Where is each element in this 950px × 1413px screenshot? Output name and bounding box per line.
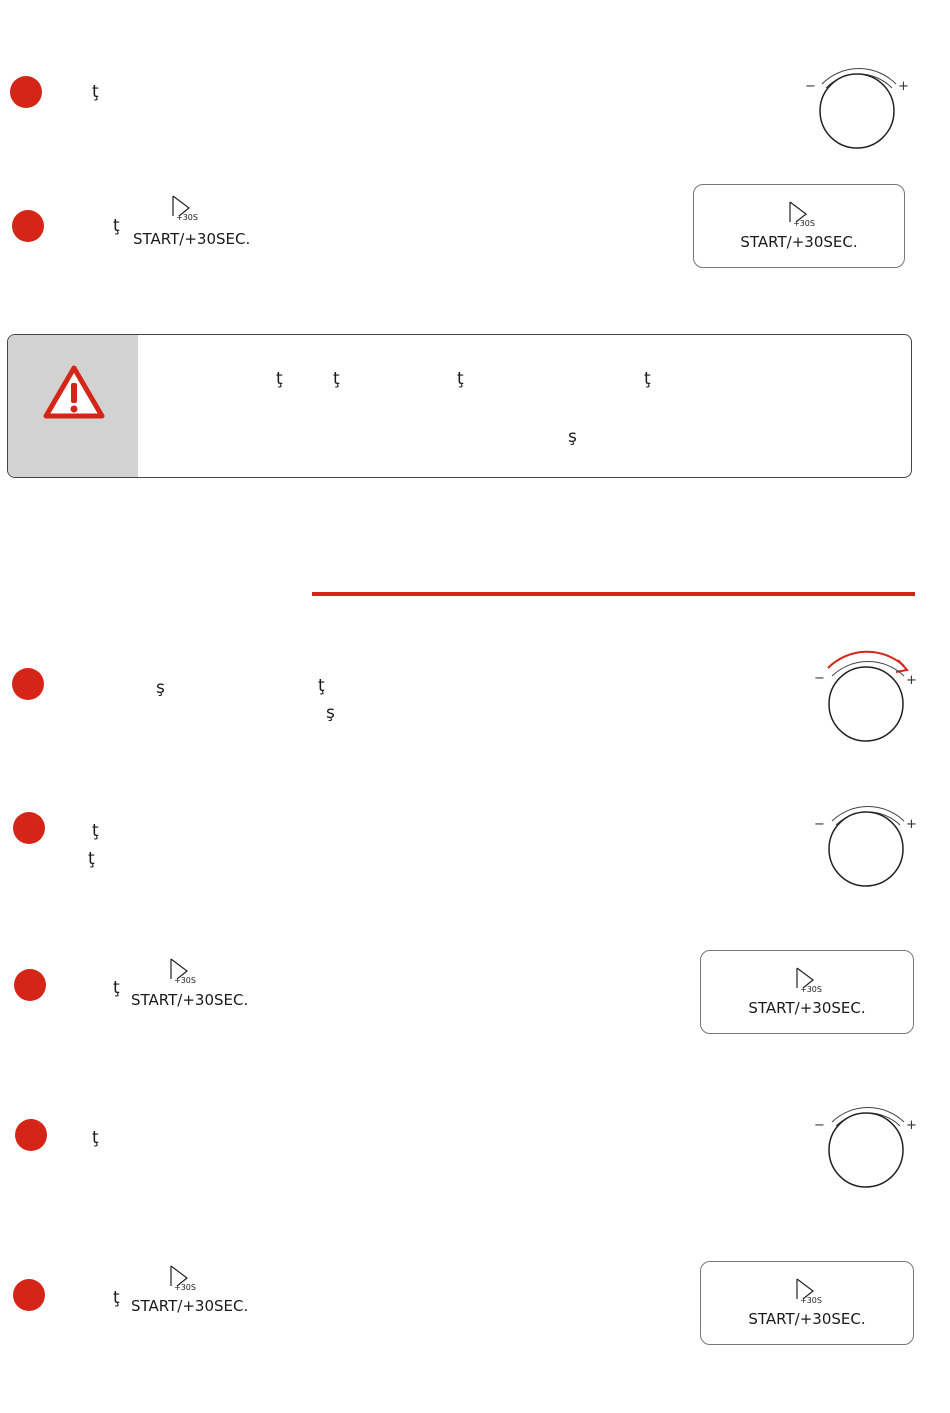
warning-text: ţ: [644, 369, 651, 389]
start-30sec-button[interactable]: [700, 950, 914, 1034]
step-bullet: [12, 668, 44, 700]
warning-text: ş: [568, 427, 577, 447]
start-play-icon: [169, 957, 201, 985]
control-knob-rotating[interactable]: [812, 646, 922, 744]
knob-minus-label: −: [805, 79, 816, 94]
warning-box: [7, 334, 912, 478]
start-30sec-button[interactable]: [693, 184, 905, 268]
step-bullet: [12, 210, 44, 242]
knob-dial: [829, 812, 903, 886]
step-bullet: [15, 1119, 47, 1151]
svg-text:+30S: +30S: [800, 985, 822, 994]
warning-text: ţ: [457, 369, 464, 389]
rotation-arrow-icon: [828, 652, 904, 668]
step-text: ş: [326, 703, 335, 723]
step-text: ţ: [113, 1288, 120, 1308]
section-divider: [312, 592, 915, 596]
step-text: ţ: [113, 216, 120, 236]
step-text: ţ: [92, 82, 99, 102]
step-text: ş: [156, 678, 165, 698]
knob-dial: [829, 1113, 903, 1187]
start-30sec-button[interactable]: [700, 1261, 914, 1345]
step-bullet: [10, 76, 42, 108]
svg-text:+30S: +30S: [174, 1283, 196, 1292]
start-play-icon: [795, 1277, 827, 1305]
warning-text: ţ: [276, 369, 283, 389]
step-text: ţ: [318, 676, 325, 696]
start-label: START/+30SEC.: [133, 230, 251, 248]
knob-dial: [820, 74, 894, 148]
knob-minus-label: −: [814, 817, 825, 832]
start-label: START/+30SEC.: [131, 1297, 249, 1315]
start-play-icon: [795, 966, 827, 994]
step-text: ţ: [92, 1128, 99, 1148]
svg-text:+30S: +30S: [800, 1296, 822, 1305]
knob-minus-label: −: [814, 1118, 825, 1133]
start-play-icon: [171, 194, 203, 222]
knob-minus-label: −: [814, 671, 825, 686]
step-bullet: [13, 1279, 45, 1311]
warning-text: ţ: [333, 369, 340, 389]
knob-dial: [829, 667, 903, 741]
control-knob[interactable]: [812, 1096, 922, 1190]
svg-text:+30S: +30S: [793, 219, 815, 228]
start-play-icon: [788, 200, 820, 228]
step-text: ţ: [92, 821, 99, 841]
knob-plus-label: +: [906, 817, 917, 832]
control-knob[interactable]: [804, 60, 914, 152]
svg-text:+30S: +30S: [176, 213, 198, 222]
knob-plus-label: +: [906, 1118, 917, 1133]
knob-plus-label: +: [898, 79, 909, 94]
step-text: ţ: [88, 849, 95, 869]
step-bullet: [14, 969, 46, 1001]
knob-plus-label: +: [906, 673, 917, 688]
start-play-icon: [169, 1264, 201, 1292]
step-bullet: [13, 812, 45, 844]
start-label: START/+30SEC.: [131, 991, 249, 1009]
start-button-label: START/+30SEC.: [748, 1310, 866, 1328]
step-text: ţ: [113, 978, 120, 998]
warning-side-panel: [8, 335, 138, 477]
start-button-label: START/+30SEC.: [740, 233, 858, 251]
svg-text:+30S: +30S: [174, 976, 196, 985]
control-knob[interactable]: [812, 795, 922, 889]
warning-triangle-icon: [43, 365, 105, 419]
start-button-label: START/+30SEC.: [748, 999, 866, 1017]
